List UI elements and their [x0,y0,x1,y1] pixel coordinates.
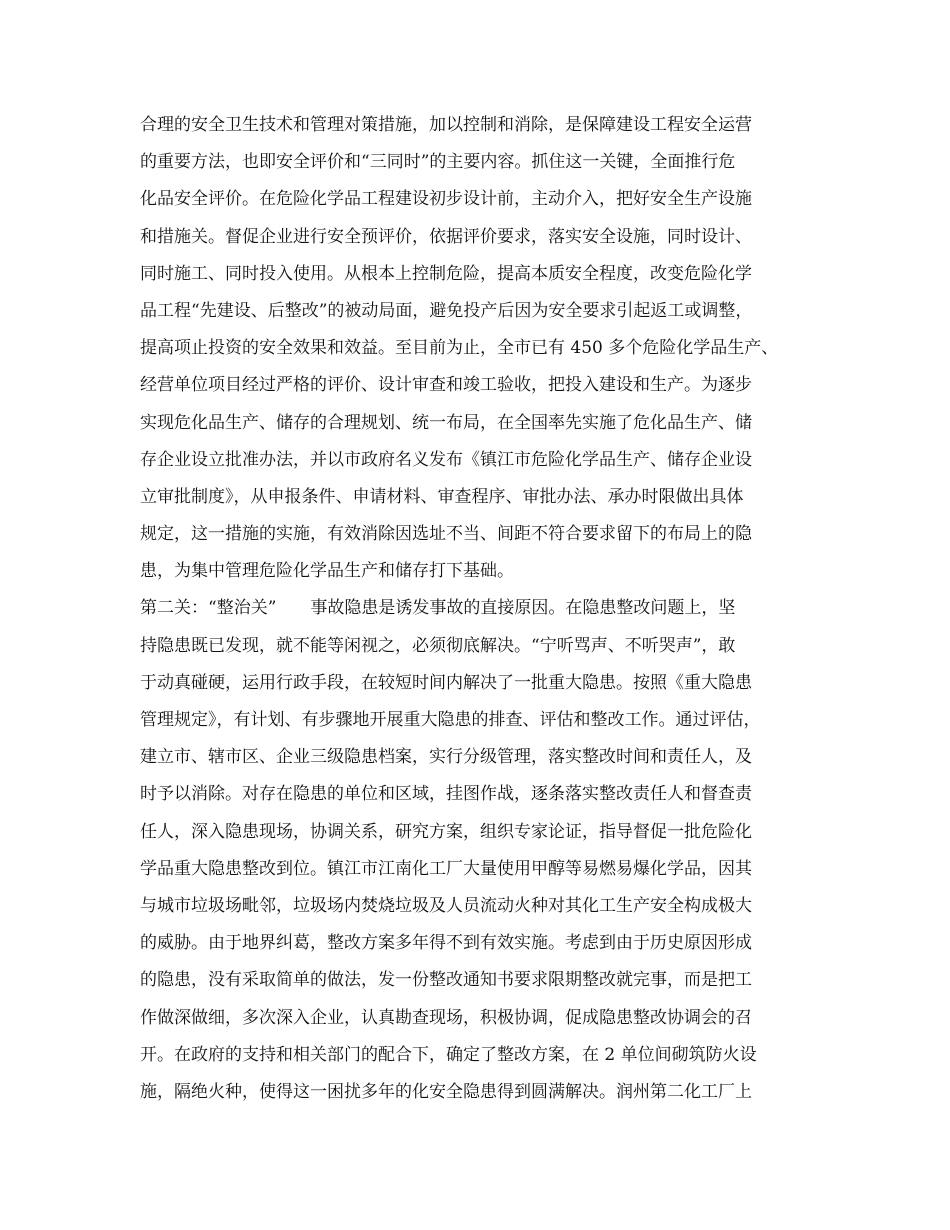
text-line: 时予以消除。对存在隐患的单位和区域，挂图作战，逐条落实整改责任人和督查责 [140,784,752,805]
text-line: 经营单位项目经过严格的评价、设计审查和竣工验收，把投入建设和生产。为逐步 [140,375,752,396]
text-line: 于动真碰硬，运用行政手段，在较短时间内解决了一批重大隐患。按照《重大隐患 [140,672,752,693]
text-line: 持隐患既已发现，就不能等闲视之，必须彻底解决。“宁听骂声、不听哭声”，敢 [140,635,736,656]
text-line: 品工程“先建设、后整改”的被动局面，避免投产后因为安全要求引起返工或调整， [140,300,753,321]
text-line: 合理的安全卫生技术和管理对策措施，加以控制和消除，是保障建设工程安全运营 [140,115,752,135]
text-line: 立审批制度》，从申报条件、申请材料、审查程序、审批办法、承办时限做出具体 [140,486,744,507]
text-line: 第二关：“整治关” 事故隐患是诱发事故的直接原因。在隐患整改问题上，坚 [140,598,736,619]
text-line: 和措施关。督促企业进行安全预评价，依据评价要求，落实安全设施，同时设计、 [140,226,752,247]
text-line: 实现危化品生产、储存的合理规划、统一布局，在全国率先实施了危化品生产、储 [140,412,752,433]
text-line: 建立市、辖市区、企业三级隐患档案，实行分级管理，落实整改时间和责任人，及 [140,747,752,768]
text-line: 学品重大隐患整改到位。镇江市江南化工厂大量使用甲醇等易燃易爆化学品，因其 [140,858,752,879]
text-line: 患，为集中管理危险化学品生产和储存打下基础。 [140,561,514,582]
text-line: 同时施工、同时投入使用。从根本上控制危险，提高本质安全程度，改变危险化学 [140,263,752,284]
text-line: 规定，这一措施的实施，有效消除因选址不当、间距不符合要求留下的布局上的隐 [140,524,752,545]
body-text [140,107,830,1111]
text-line: 开。在政府的支持和相关部门的配合下，确定了整改方案，在 2 单位间砌筑防火设 [140,1044,757,1065]
text-line: 的威胁。由于地界纠葛，整改方案多年得不到有效实施。考虑到由于历史原因形成 [140,933,752,954]
text-line: 作做深做细，多次深入企业，认真勘查现场，积极协调，促成隐患整改协调会的召 [140,1007,752,1028]
text-line: 化品安全评价。在危险化学品工程建设初步设计前，主动介入，把好安全生产设施 [140,189,752,210]
text-line: 施，隔绝火种，使得这一困扰多年的化安全隐患得到圆满解决。润州第二化工厂上 [140,1081,752,1102]
text-line: 与城市垃圾场毗邻，垃圾场内焚烧垃圾及人员流动火种对其化工生产安全构成极大 [140,895,752,916]
text-line: 任人，深入隐患现场，协调关系，研究方案，组织专家论证，指导督促一批危险化 [140,821,752,842]
text-line: 存企业设立批准办法，并以市政府名义发布《镇江市危险化学品生产、储存企业设 [140,449,752,470]
text-line: 的重要方法，也即安全评价和“三同时”的主要内容。抓住这一关键，全面推行危 [140,152,736,173]
text-line: 管理规定》，有计划、有步骤地开展重大隐患的排查、评估和整改工作。通过评估， [140,710,761,730]
text-line: 提高项止投资的安全效果和效益。至目前为止，全市已有 450 多个危险化学品生产、 [140,338,779,359]
text-line: 的隐患，没有采取简单的做法，发一份整改通知书要求限期整改就完事，而是把工 [140,970,752,991]
